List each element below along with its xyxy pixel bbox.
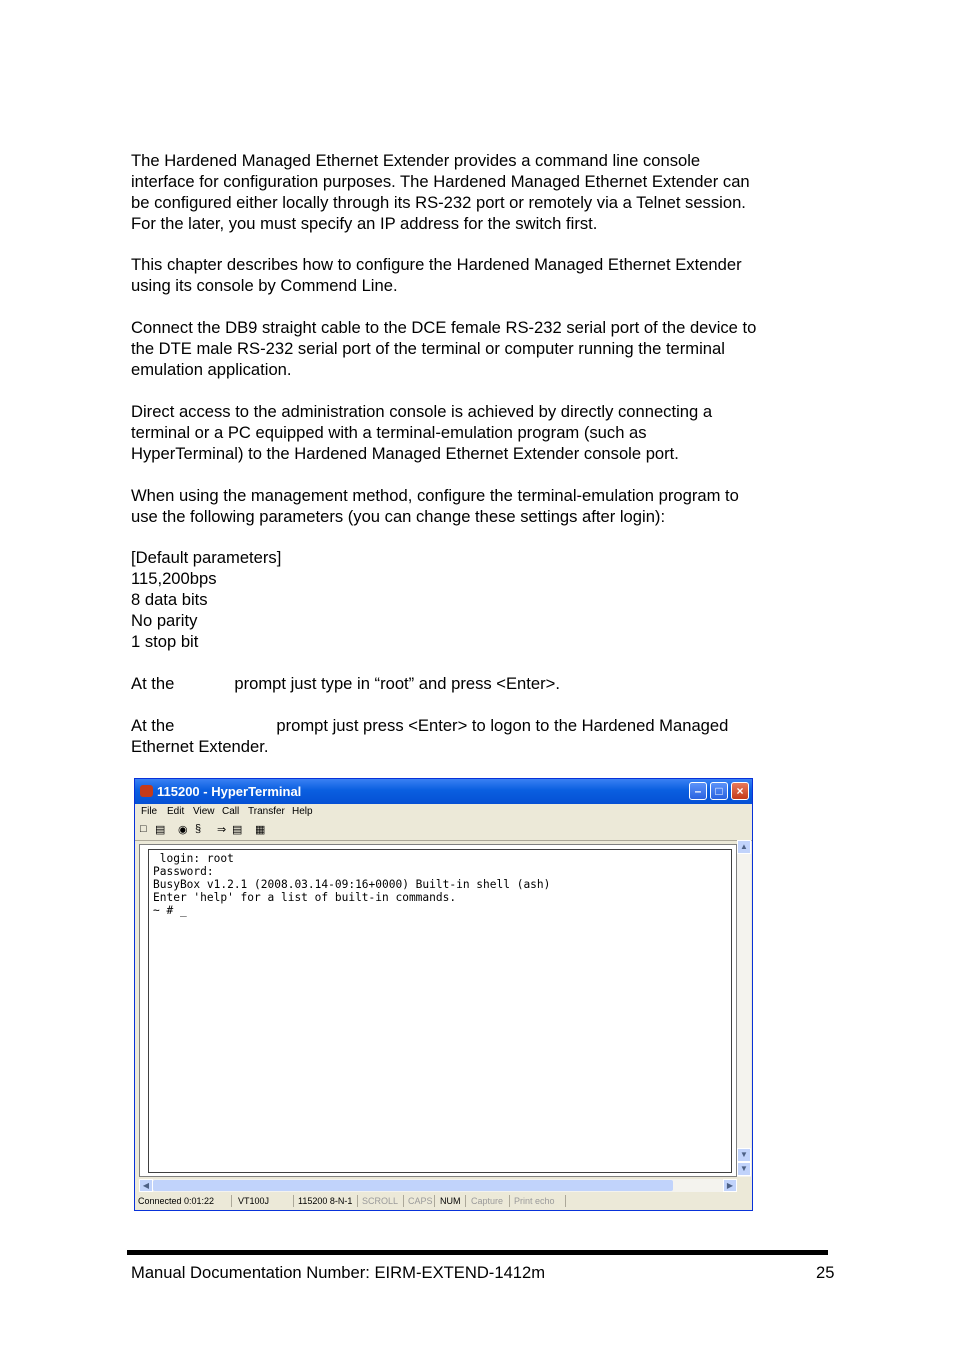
text-line: terminal or a PC equipped with a terminal-emulation program (such as xyxy=(131,423,647,442)
prompt-prefix: At the xyxy=(131,716,175,735)
page-number: 25 xyxy=(816,1263,835,1282)
list-item: 1 stop bit xyxy=(131,632,199,651)
menu-view[interactable]: View xyxy=(193,806,215,817)
text-line xyxy=(131,673,831,694)
list-item: 8 data bits xyxy=(131,590,208,609)
list-item: No parity xyxy=(131,611,198,630)
scroll-up-icon[interactable]: ▲ xyxy=(737,840,751,854)
terminal-line: Password: xyxy=(153,865,214,878)
terminal-line: Enter 'help' for a list of built-in commands. xyxy=(153,891,457,904)
default-parameters-list xyxy=(131,547,831,652)
text-line: use the following parameters (you can change these settings after login): xyxy=(131,507,666,526)
hyperterminal-window xyxy=(134,778,753,1211)
status-bar xyxy=(135,1193,752,1209)
toolbar xyxy=(135,820,752,841)
status-emulation: VT100J xyxy=(238,1196,270,1206)
text-line: interface for configuration purposes. The Hardened Managed Ethernet Extender can xyxy=(131,172,750,191)
prompt-suffix: prompt just press <Enter> to logon to the Hardened Managed xyxy=(276,716,729,735)
chapter-description-paragraph xyxy=(131,254,831,296)
footer-rule xyxy=(127,1250,828,1255)
menu-transfer[interactable]: Transfer xyxy=(248,806,285,817)
text-line: Connect the DB9 straight cable to the DCE female RS-232 serial port of the device to xyxy=(131,318,757,337)
management-method-paragraph xyxy=(131,485,831,527)
text-line: emulation application. xyxy=(131,360,292,379)
scroll-down-icon[interactable]: ▼ xyxy=(737,1148,751,1162)
text-line: When using the management method, configure the terminal-emulation program to xyxy=(131,486,739,505)
intro-paragraph xyxy=(131,150,831,234)
open-icon[interactable]: ▤ xyxy=(155,824,166,836)
properties-icon[interactable]: ▦ xyxy=(255,824,266,836)
text-line: Ethernet Extender. xyxy=(131,737,269,756)
hyperterminal-icon xyxy=(140,785,153,797)
minimize-button[interactable]: – xyxy=(689,782,707,800)
status-num: NUM xyxy=(440,1196,461,1206)
text-line: This chapter describes how to configure the Hardened Managed Ethernet Extender xyxy=(131,255,742,274)
text-line: using its console by Commend Line. xyxy=(131,276,398,295)
login-prompt-paragraph xyxy=(131,673,831,694)
disconnect-icon[interactable]: § xyxy=(195,823,202,835)
scroll-end-icon[interactable]: ▼ xyxy=(737,1162,751,1176)
new-connection-icon[interactable]: □ xyxy=(140,823,147,835)
connect-icon[interactable]: ◉ xyxy=(178,824,188,836)
text-line: HyperTerminal) to the Hardened Managed Ethernet Extender console port. xyxy=(131,444,679,463)
close-button[interactable]: × xyxy=(731,782,749,800)
menu-bar xyxy=(135,804,752,820)
text-line xyxy=(131,715,831,736)
menu-edit[interactable]: Edit xyxy=(167,806,185,817)
footer-doc-number: Manual Documentation Number: EIRM-EXTEND-1412m xyxy=(131,1263,546,1282)
text-line: The Hardened Managed Ethernet Extender provides a command line console xyxy=(131,151,701,170)
status-settings: 115200 8-N-1 xyxy=(298,1196,353,1206)
send-icon[interactable]: ⇒ xyxy=(217,824,227,836)
text-line: the DTE male RS-232 serial port of the terminal or computer running the terminal xyxy=(131,339,725,358)
status-print-echo: Print echo xyxy=(514,1196,555,1206)
terminal-output xyxy=(148,849,732,1173)
menu-help[interactable]: Help xyxy=(292,806,313,817)
text-line: Direct access to the administration console is achieved by directly connecting a xyxy=(131,402,713,421)
menu-call[interactable]: Call xyxy=(222,806,240,817)
scroll-right-icon[interactable]: ▶ xyxy=(723,1179,737,1192)
window-title: 115200 - HyperTerminal xyxy=(157,784,302,799)
maximize-button[interactable]: □ xyxy=(710,782,728,800)
receive-icon[interactable]: ▤ xyxy=(232,824,243,836)
scroll-thumb[interactable] xyxy=(153,1180,673,1191)
text-line: For the later, you must specify an IP address for the switch first. xyxy=(131,214,598,233)
terminal-line: ~ # _ xyxy=(153,904,187,917)
window-titlebar[interactable] xyxy=(135,779,752,804)
password-prompt-paragraph xyxy=(131,715,831,757)
scroll-left-icon[interactable]: ◀ xyxy=(139,1179,153,1192)
console-access-paragraph xyxy=(131,401,831,464)
terminal-line: login: root xyxy=(153,852,234,865)
terminal-line: BusyBox v1.2.1 (2008.03.14-09:16+0000) Built-in shell (ash) xyxy=(153,878,551,891)
cable-connection-paragraph xyxy=(131,317,831,380)
status-scroll: SCROLL xyxy=(362,1196,399,1206)
menu-file[interactable]: File xyxy=(141,806,158,817)
list-item: 115,200bps xyxy=(131,569,217,588)
prompt-suffix: prompt just type in “root” and press <Enter>. xyxy=(234,674,560,693)
status-connected: Connected 0:01:22 xyxy=(138,1196,215,1206)
list-item: [Default parameters] xyxy=(131,548,282,567)
text-line: be configured either locally through its RS-232 port or remotely via a Telnet session. xyxy=(131,193,746,212)
terminal-screen[interactable] xyxy=(139,844,737,1177)
prompt-prefix: At the xyxy=(131,674,175,693)
status-capture: Capture xyxy=(471,1196,504,1206)
horizontal-scrollbar[interactable] xyxy=(139,1179,737,1192)
vertical-scrollbar[interactable] xyxy=(737,840,751,1177)
status-caps: CAPS xyxy=(408,1196,433,1206)
